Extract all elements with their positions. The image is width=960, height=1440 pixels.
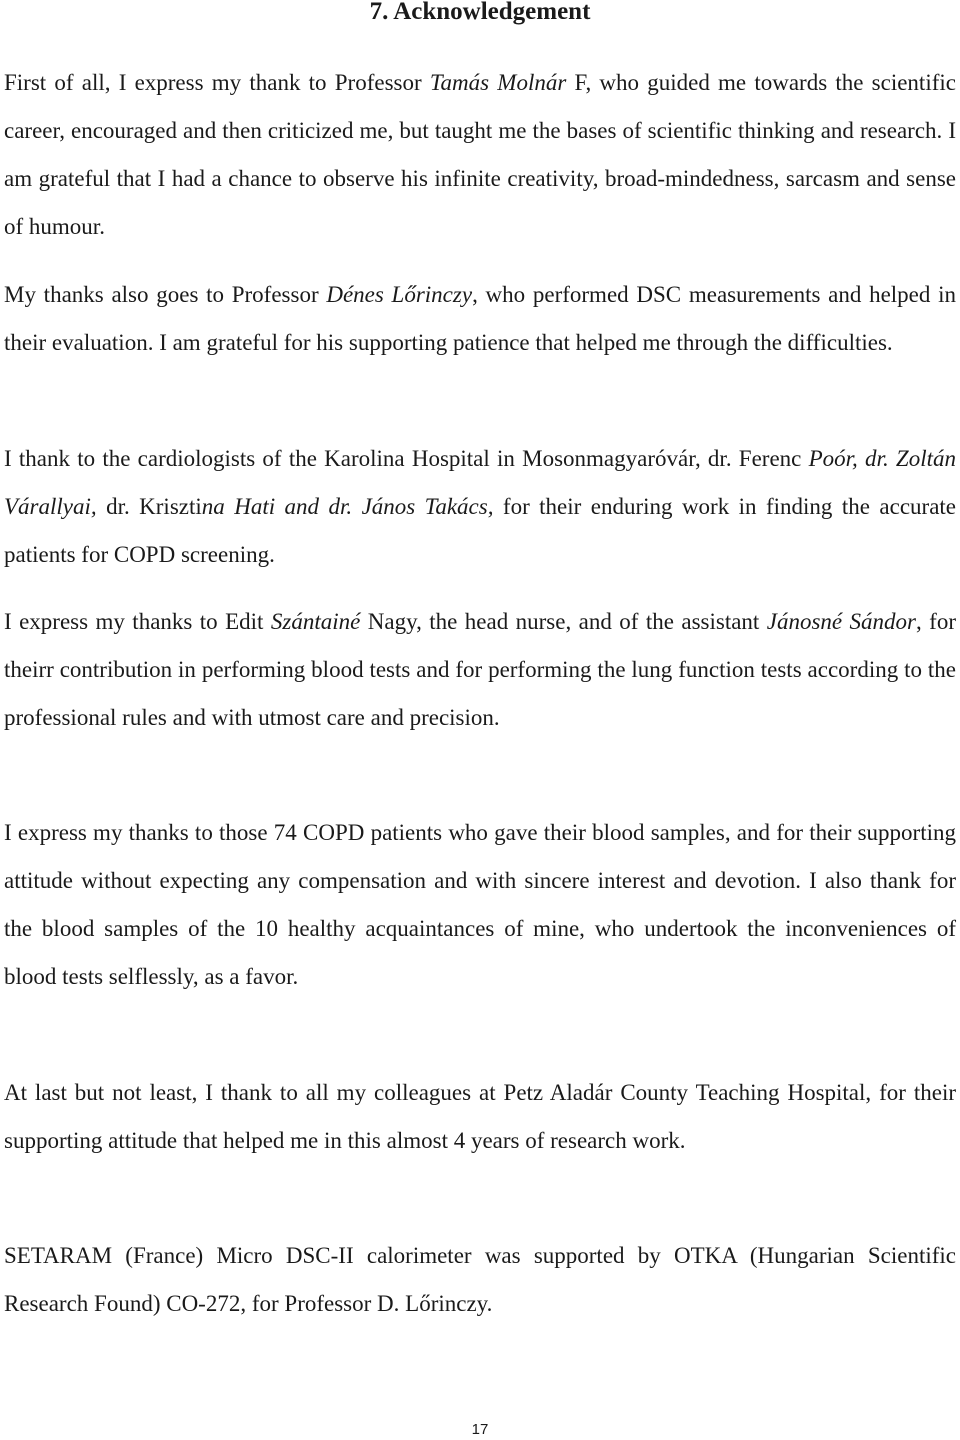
text-segment: I thank to the cardiologists of the Karolina Hospital in Mosonmagyaróvár, dr. Ferenc <box>4 446 809 471</box>
name-segment: Szántainé <box>270 609 361 634</box>
text-segment: Nagy, the head nurse, and of the assistant <box>360 609 767 634</box>
paragraph-colleagues <box>4 1069 956 1165</box>
name-segment: Tamás Molnár <box>429 70 567 95</box>
name-segment: na Hati and dr. János Takács, <box>201 494 494 519</box>
paragraph-patients <box>4 809 956 1001</box>
text-segment: I express my thanks to those 74 COPD patients who gave their blood samples, and for their supporting attitude without expecting any compensation and with sincere interest and devotion. I also thank for the blood samples of the 10 healthy acquaintances of mine, who undertook the inconveniences of blood tests selflessly, as a favor. <box>4 820 956 989</box>
paragraph-molnar <box>4 59 956 251</box>
text-segment: At last but not least, I thank to all my colleagues at Petz Aladár County Teaching Hospital, for their supporting attitude that helped me in this almost 4 years of research work. <box>4 1080 956 1153</box>
page-number: 17 <box>471 1421 489 1438</box>
text-segment: for their enduring work in finding the accurate patients for COPD screening. <box>4 494 956 567</box>
section-heading: 7. Acknowledgement <box>369 0 591 25</box>
text-segment: F, who guided me towards the scientific career, encouraged and then criticized me, but taught me the bases of scientific thinking and research. I am grateful that I had a chance to observe his infinite creativity, broad-mindedness, sarcasm and sense of humour. <box>4 70 956 239</box>
paragraph-nurses <box>4 598 956 742</box>
text-segment: My thanks also goes to Professor <box>4 282 327 307</box>
name-segment: Dénes Lőrinczy <box>326 282 473 307</box>
paragraph-funding <box>4 1232 956 1328</box>
text-segment: First of all, I express my thank to Professor <box>4 70 430 95</box>
text-segment: , for theirr contribution in performing blood tests and for performing the lung function tests according to the professional rules and with utmost care and precision. <box>4 609 956 730</box>
name-segment: Jánosné Sándor <box>766 609 916 634</box>
paragraph-cardiologists <box>4 435 956 579</box>
text-segment: , who performed DSC measurements and helped in their evaluation. I am grateful for his supporting patience that helped me through the difficulties. <box>4 282 957 355</box>
paragraph-lorinczy <box>4 271 956 367</box>
text-segment: I express my thanks to Edit <box>4 609 271 634</box>
name-segment: Poór, dr. Zoltán Várallyai, <box>4 446 956 519</box>
text-segment: dr. Kriszti <box>96 494 202 519</box>
text-segment: SETARAM (France) Micro DSC-II calorimeter was supported by OTKA (Hungarian Scientific Research Found) CO-272, for Professor D. Lőrinczy. <box>4 1243 956 1316</box>
